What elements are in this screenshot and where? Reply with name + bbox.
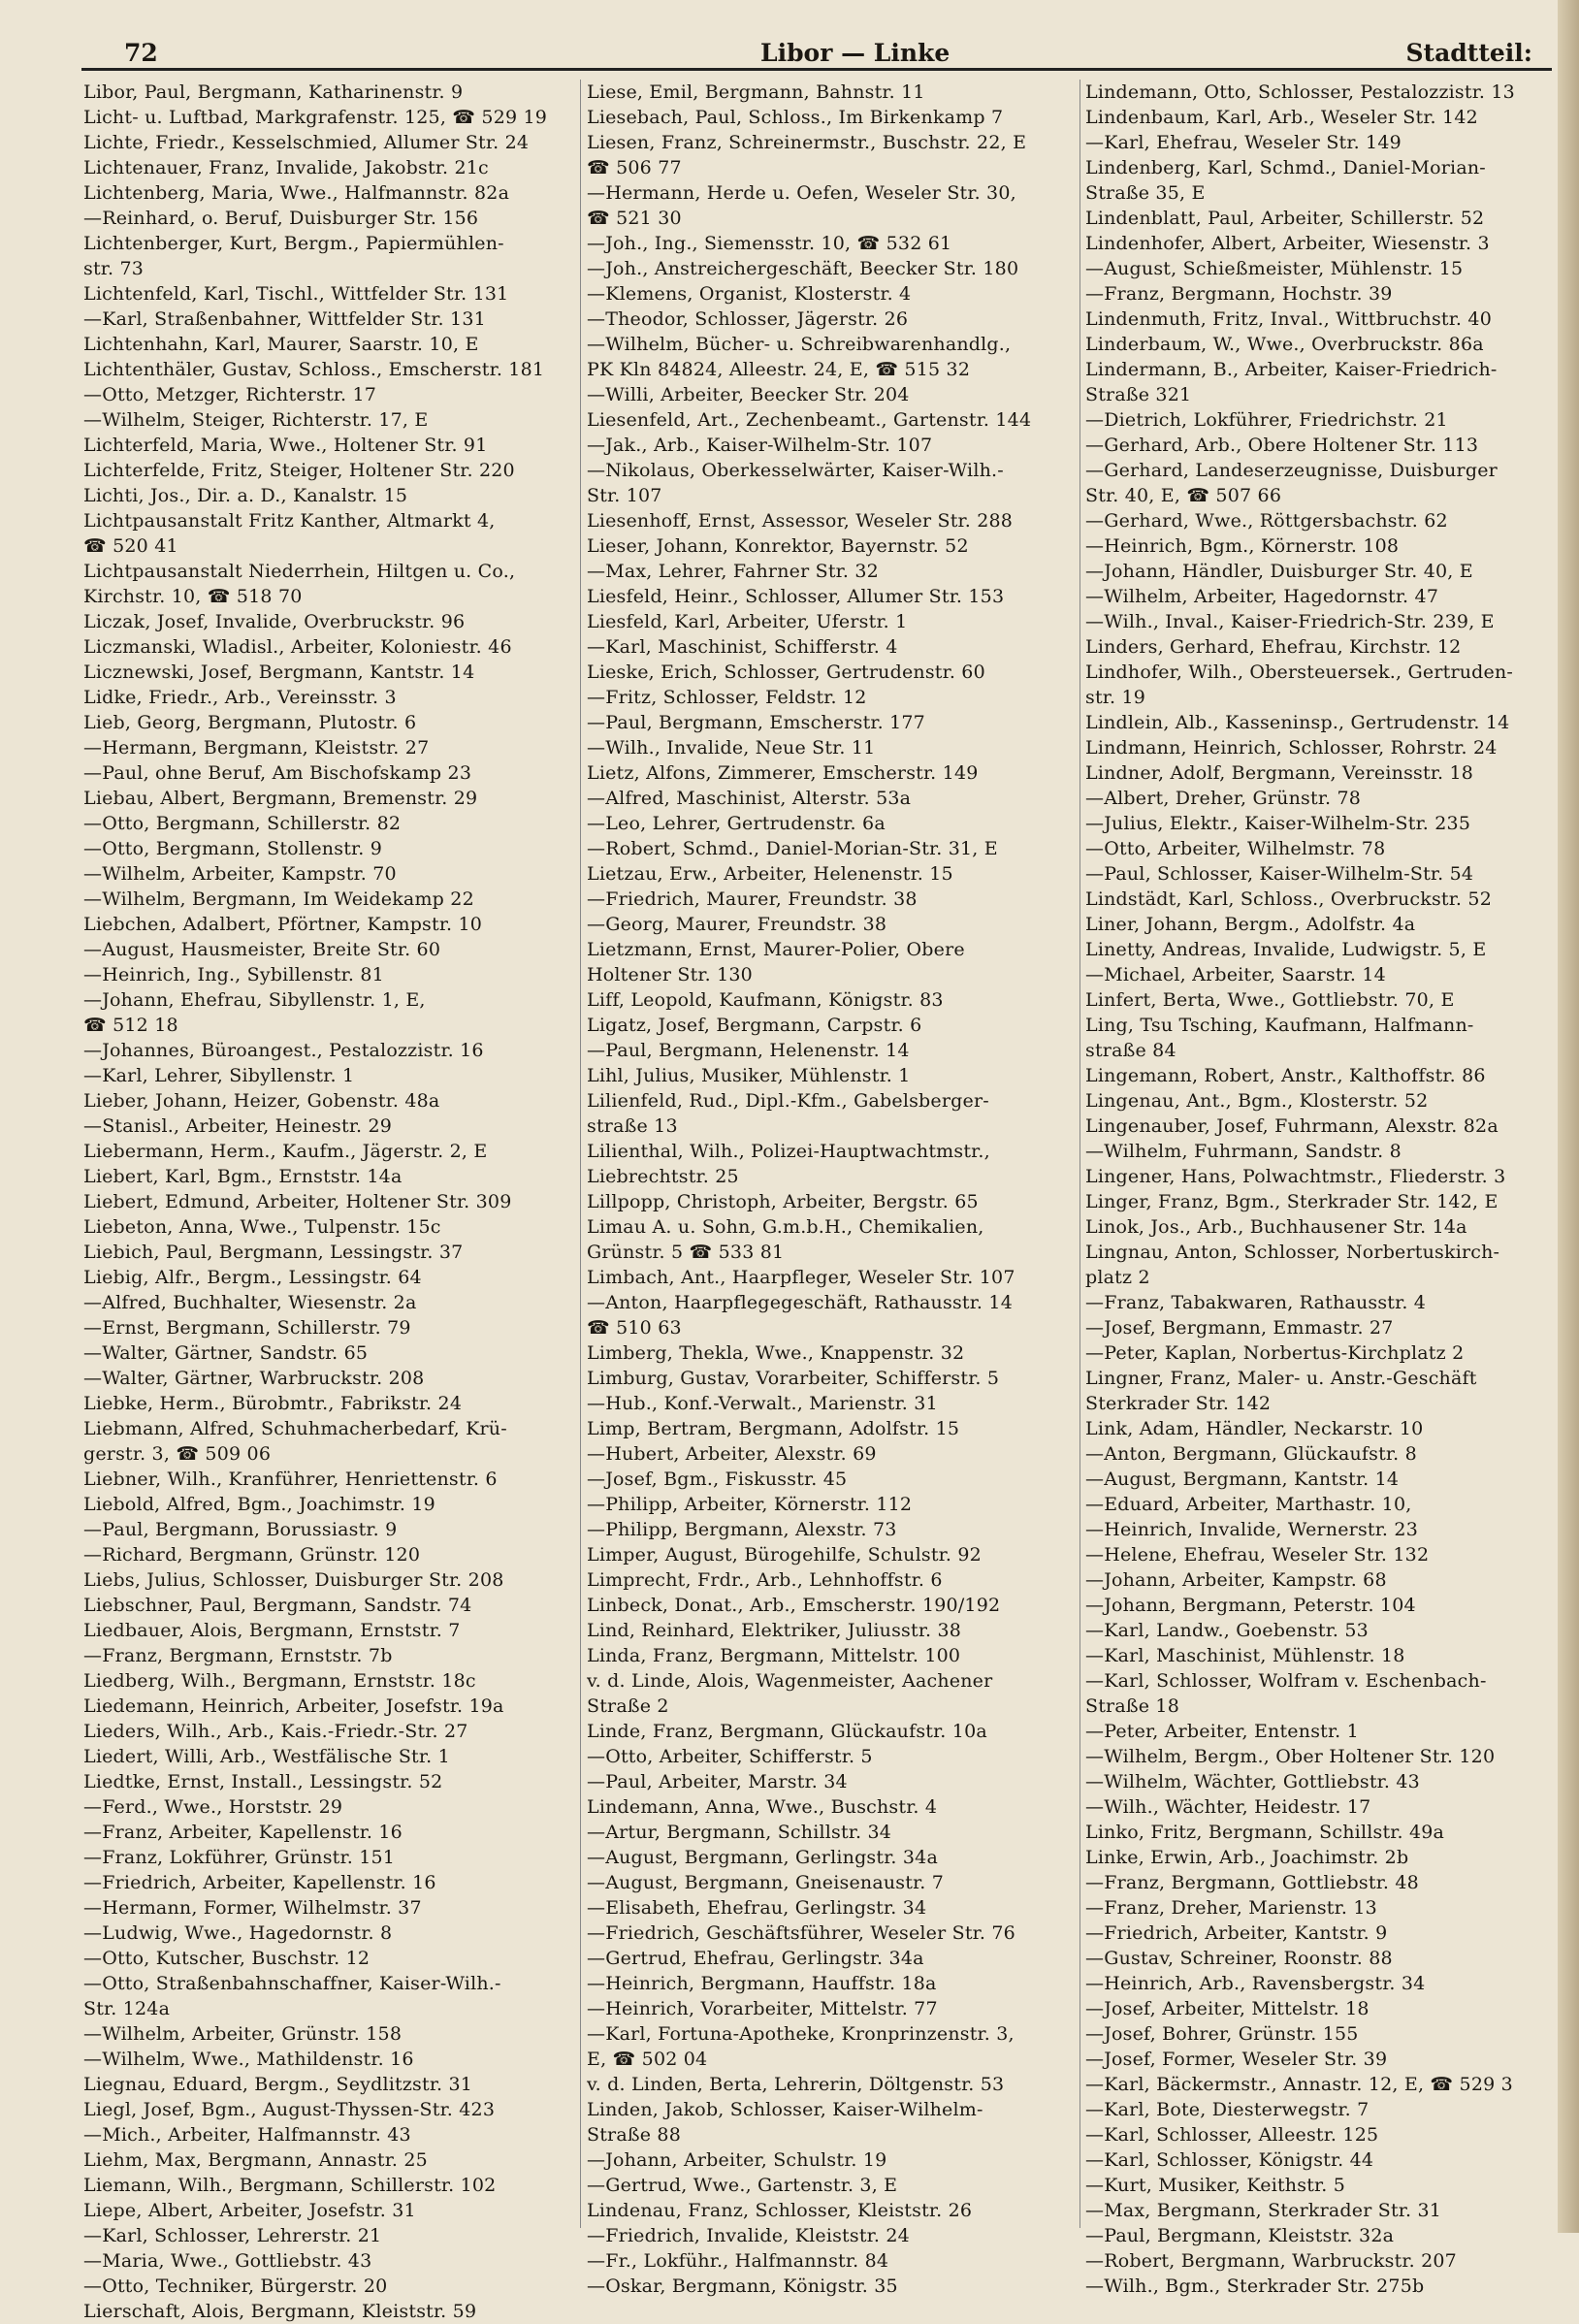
directory-entry-line: Lichtpausanstalt Fritz Kanther, Altmarkt 4, [83, 510, 496, 532]
directory-entry-line: —Karl, Maschinist, Schifferstr. 4 [587, 636, 898, 658]
directory-entry-line: Holtener Str. 130 [587, 964, 753, 985]
directory-entry-line: —Wilhelm, Fuhrmann, Sandstr. 8 [1085, 1141, 1402, 1162]
page-edge [1558, 0, 1579, 2233]
directory-entry-line: Liegl, Josef, Bgm., August-Thyssen-Str. 423 [83, 2099, 496, 2120]
directory-entry-line: —Wilhelm, Bergm., Ober Holtener Str. 120 [1085, 1746, 1496, 1767]
directory-entry-line: Str. 124a [83, 1998, 171, 2019]
directory-entry-line: —Wilh., Bgm., Sterkrader Str. 275b [1085, 2276, 1425, 2297]
directory-entry-line: —Kurt, Musiker, Keithstr. 5 [1085, 2175, 1345, 2196]
directory-entry-line: Limprecht, Frdr., Arb., Lehnhoffstr. 6 [587, 1569, 943, 1591]
directory-entry-line: Liebich, Paul, Bergmann, Lessingstr. 37 [83, 1242, 464, 1263]
directory-entry-line: Linetty, Andreas, Invalide, Ludwigstr. 5, E [1085, 939, 1487, 960]
directory-entry-line: —Josef, Bohrer, Grünstr. 155 [1085, 2023, 1359, 2045]
directory-entry-line: Straße 2 [587, 1695, 669, 1717]
directory-entry-line: —Karl, Bote, Diesterwegstr. 7 [1085, 2099, 1370, 2120]
directory-entry-line: —Karl, Straßenbahner, Wittfelder Str. 131 [83, 308, 486, 330]
directory-entry-line: —Philipp, Bergmann, Alexstr. 73 [587, 1519, 897, 1540]
directory-entry-line: Liebschner, Paul, Bergmann, Sandstr. 74 [83, 1595, 472, 1616]
directory-entry-line: —Karl, Schlosser, Alleestr. 125 [1085, 2124, 1379, 2146]
directory-entry-line: —Heinrich, Bgm., Körnerstr. 108 [1085, 535, 1400, 557]
directory-entry-line: —Hubert, Arbeiter, Alexstr. 69 [587, 1443, 877, 1465]
directory-entry-line: —Otto, Metzger, Richterstr. 17 [83, 384, 377, 405]
directory-entry-line: —Franz, Bergmann, Ernststr. 7b [83, 1645, 393, 1666]
directory-entry-line: Liepe, Albert, Arbeiter, Josefstr. 31 [83, 2200, 416, 2221]
directory-entry-line: ☎ 520 41 [83, 535, 178, 557]
directory-entry-line: —Philipp, Arbeiter, Körnerstr. 112 [587, 1494, 913, 1515]
directory-entry-line: —Walter, Gärtner, Sandstr. 65 [83, 1342, 369, 1364]
directory-entry-line: —Josef, Former, Weseler Str. 39 [1085, 2049, 1388, 2070]
directory-entry-line: Linko, Fritz, Bergmann, Schillstr. 49a [1085, 1822, 1445, 1843]
directory-entry-line: Lichtenhahn, Karl, Maurer, Saarstr. 10, E [83, 334, 479, 355]
directory-entry-line: —Karl, Fortuna-Apotheke, Kronprinzenstr. 3, [587, 2023, 1015, 2045]
directory-entry-line: Limburg, Gustav, Vorarbeiter, Schifferstr. 5 [587, 1368, 1000, 1389]
directory-entry-line: Lichtenberg, Maria, Wwe., Halfmannstr. 82a [83, 182, 510, 204]
directory-entry-line: —Karl, Ehefrau, Weseler Str. 149 [1085, 132, 1402, 153]
directory-entry-line: Lichtenthäler, Gustav, Schloss., Emscherstr. 181 [83, 359, 545, 380]
directory-entry-line: —Gerhard, Arb., Obere Holtener Str. 113 [1085, 435, 1479, 456]
directory-entry-line: Lindenmuth, Fritz, Inval., Wittbruchstr. 40 [1085, 308, 1492, 330]
directory-entry-line: Ligatz, Josef, Bergmann, Carpstr. 6 [587, 1015, 922, 1036]
directory-entry-line: —Wilh., Invalide, Neue Str. 11 [587, 737, 876, 759]
directory-entry-line: —Karl, Schlosser, Königstr. 44 [1085, 2149, 1374, 2171]
directory-entry-line: Limau A. u. Sohn, G.m.b.H., Chemikalien, [587, 1216, 984, 1238]
directory-entry-line: Liczmanski, Wladisl., Arbeiter, Koloniestr. 46 [83, 636, 512, 658]
directory-entry-line: —Johannes, Büroangest., Pestalozzistr. 16 [83, 1040, 484, 1061]
directory-entry-line: —Hermann, Former, Wilhelmstr. 37 [83, 1897, 422, 1919]
directory-entry-line: Lindlein, Alb., Kasseninsp., Gertrudenstr. 14 [1085, 712, 1510, 733]
column-divider [580, 80, 581, 2228]
directory-entry-line: Straße 35, E [1085, 182, 1206, 204]
directory-entry-line: —August, Bergmann, Kantstr. 14 [1085, 1469, 1400, 1490]
directory-entry-line: Liedtke, Ernst, Install., Lessingstr. 52 [83, 1771, 443, 1792]
directory-entry-line: —Karl, Lehrer, Sibyllenstr. 1 [83, 1065, 355, 1086]
directory-entry-line: Link, Adam, Händler, Neckarstr. 10 [1085, 1418, 1424, 1439]
directory-entry-line: —Ludwig, Wwe., Hagedornstr. 8 [83, 1922, 393, 1944]
directory-entry-line: v. d. Linde, Alois, Wagenmeister, Aachener [587, 1670, 993, 1692]
directory-entry-line: Linders, Gerhard, Ehefrau, Kirchstr. 12 [1085, 636, 1462, 658]
directory-entry-line: —Johann, Ehefrau, Sibyllenstr. 1, E, [83, 989, 426, 1011]
directory-entry-line: —Johann, Arbeiter, Schulstr. 19 [587, 2149, 887, 2171]
directory-entry-line: —Dietrich, Lokführer, Friedrichstr. 21 [1085, 409, 1448, 431]
directory-entry-line: —Walter, Gärtner, Warbruckstr. 208 [83, 1368, 425, 1389]
directory-entry-line: —Friedrich, Invalide, Kleiststr. 24 [587, 2225, 910, 2246]
directory-entry-line: —Wilhelm, Wächter, Gottliebstr. 43 [1085, 1771, 1420, 1792]
directory-entry-line: Linke, Erwin, Arb., Joachimstr. 2b [1085, 1847, 1409, 1868]
district-label: Stadtteil: [1405, 39, 1532, 67]
directory-entry-line: ☎ 521 30 [587, 208, 682, 229]
directory-entry-line: —Alfred, Maschinist, Alterstr. 53a [587, 788, 912, 809]
directory-entry-line: —Otto, Arbeiter, Wilhelmstr. 78 [1085, 838, 1386, 859]
directory-entry-line: —Willi, Arbeiter, Beecker Str. 204 [587, 384, 910, 405]
directory-entry-line: Liesfeld, Heinr., Schlosser, Allumer Str. 153 [587, 586, 1005, 607]
directory-entry-line: —Wilh., Inval., Kaiser-Friedrich-Str. 239, E [1085, 611, 1495, 632]
directory-entry-line: Lindemann, Anna, Wwe., Buschstr. 4 [587, 1796, 938, 1818]
directory-entry-line: —Karl, Schlosser, Wolfram v. Eschenbach- [1085, 1670, 1487, 1692]
directory-entry-line: —Julius, Elektr., Kaiser-Wilhelm-Str. 235 [1085, 813, 1471, 834]
directory-entry-line: Lindermann, B., Arbeiter, Kaiser-Friedrich- [1085, 359, 1498, 380]
directory-entry-line: —Gerhard, Landeserzeugnisse, Duisburger [1085, 460, 1498, 481]
directory-entry-line: Lillpopp, Christoph, Arbeiter, Bergstr. 65 [587, 1191, 979, 1212]
directory-entry-line: —Josef, Arbeiter, Mittelstr. 18 [1085, 1998, 1370, 2019]
directory-entry-line: —Michael, Arbeiter, Saarstr. 14 [1085, 964, 1386, 985]
directory-entry-line: Straße 88 [587, 2124, 682, 2146]
directory-entry-line: Limper, August, Bürogehilfe, Schulstr. 92 [587, 1544, 982, 1565]
directory-entry-line: Limberg, Thekla, Wwe., Knappenstr. 32 [587, 1342, 965, 1364]
directory-entry-line: —Hermann, Bergmann, Kleiststr. 27 [83, 737, 430, 759]
directory-entry-line: ☎ 512 18 [83, 1015, 178, 1036]
directory-entry-line: Linbeck, Donat., Arb., Emscherstr. 190/192 [587, 1595, 1001, 1616]
directory-entry-line: Liebner, Wilh., Kranführer, Henriettenstr. 6 [83, 1469, 498, 1490]
directory-entry-line: —Wilhelm, Steiger, Richterstr. 17, E [83, 409, 429, 431]
header-rule [81, 68, 1552, 71]
directory-entry-line: Lichterfeld, Maria, Wwe., Holtener Str. 91 [83, 435, 488, 456]
directory-entry-line: Lichterfelde, Fritz, Steiger, Holtener Str. 220 [83, 460, 515, 481]
directory-entry-line: —Anton, Haarpflegegeschäft, Rathausstr. 14 [587, 1292, 1013, 1313]
directory-entry-line: —Paul, Schlosser, Kaiser-Wilhelm-Str. 54 [1085, 863, 1474, 885]
directory-entry-line: Lindenau, Franz, Schlosser, Kleiststr. 26 [587, 2200, 973, 2221]
directory-entry-line: —Anton, Bergmann, Glückaufstr. 8 [1085, 1443, 1417, 1465]
directory-entry-line: Grünstr. 5 ☎ 533 81 [587, 1242, 785, 1263]
directory-entry-line: —Joh., Ing., Siemensstr. 10, ☎ 532 61 [587, 233, 952, 254]
directory-entry-line: —Gertrud, Ehefrau, Gerlingstr. 34a [587, 1948, 924, 1969]
directory-entry-line: Lindstädt, Karl, Schloss., Overbruckstr. 52 [1085, 888, 1492, 910]
directory-entry-line: —Elisabeth, Ehefrau, Gerlingstr. 34 [587, 1897, 927, 1919]
directory-entry-line: —Alfred, Buchhalter, Wiesenstr. 2a [83, 1292, 417, 1313]
directory-entry-line: Linda, Franz, Bergmann, Mittelstr. 100 [587, 1645, 961, 1666]
directory-entry-line: Straße 18 [1085, 1695, 1180, 1717]
directory-entry-line: —August, Schießmeister, Mühlenstr. 15 [1085, 258, 1464, 279]
directory-entry-line: —Wilhelm, Wwe., Mathildenstr. 16 [83, 2049, 414, 2070]
directory-entry-line: Lindmann, Heinrich, Schlosser, Rohrstr. 24 [1085, 737, 1498, 759]
directory-entry-line: Lieb, Georg, Bergmann, Plutostr. 6 [83, 712, 417, 733]
directory-entry-line: Lingenau, Ant., Bgm., Klosterstr. 52 [1085, 1090, 1429, 1112]
directory-entry-line: —Josef, Bergmann, Emmastr. 27 [1085, 1317, 1394, 1339]
directory-entry-line: Lichtpausanstalt Niederrhein, Hiltgen u. Co., [83, 561, 516, 582]
directory-entry-line: Liehm, Max, Bergmann, Annastr. 25 [83, 2149, 428, 2171]
directory-entry-line: Lilienthal, Wilh., Polizei-Hauptwachtmstr., [587, 1141, 990, 1162]
directory-entry-line: —Helene, Ehefrau, Weseler Str. 132 [1085, 1544, 1430, 1565]
directory-entry-line: —Robert, Schmd., Daniel-Morian-Str. 31, E [587, 838, 998, 859]
directory-entry-line: Lieser, Johann, Konrektor, Bayernstr. 52 [587, 535, 969, 557]
directory-entry-line: —Heinrich, Vorarbeiter, Mittelstr. 77 [587, 1998, 938, 2019]
directory-entry-line: —Georg, Maurer, Freundstr. 38 [587, 914, 887, 935]
directory-entry-line: Linfert, Berta, Wwe., Gottliebstr. 70, E [1085, 989, 1455, 1011]
directory-entry-line: —Hermann, Herde u. Oefen, Weseler Str. 30, [587, 182, 1016, 204]
directory-entry-line: Lingemann, Robert, Anstr., Kalthoffstr. 86 [1085, 1065, 1486, 1086]
directory-entry-line: Lindenhofer, Albert, Arbeiter, Wiesenstr. 3 [1085, 233, 1490, 254]
directory-entry-line: —Johann, Arbeiter, Kampstr. 68 [1085, 1569, 1387, 1591]
directory-entry-line: E, ☎ 502 04 [587, 2049, 708, 2070]
directory-entry-line: —Wilhelm, Arbeiter, Kampstr. 70 [83, 863, 397, 885]
directory-entry-line: —Heinrich, Arb., Ravensbergstr. 34 [1085, 1973, 1426, 1994]
directory-entry-line: Liebke, Herm., Bürobmtr., Fabrikstr. 24 [83, 1393, 463, 1414]
directory-entry-line: Sterkrader Str. 142 [1085, 1393, 1272, 1414]
directory-entry-line: —Paul, Bergmann, Emscherstr. 177 [587, 712, 925, 733]
directory-entry-line: —August, Bergmann, Gerlingstr. 34a [587, 1847, 938, 1868]
directory-entry-line: —Hub., Konf.-Verwalt., Marienstr. 31 [587, 1393, 938, 1414]
column-3 [1085, 80, 1543, 2297]
directory-entry-line: —Otto, Bergmann, Stollenstr. 9 [83, 838, 382, 859]
directory-entry-line: Linderbaum, W., Wwe., Overbruckstr. 86a [1085, 334, 1484, 355]
directory-entry-line: —Johann, Händler, Duisburger Str. 40, E [1085, 561, 1473, 582]
directory-entry-line: PK Kln 84824, Alleestr. 24, E, ☎ 515 32 [587, 359, 971, 380]
directory-entry-line: —Oskar, Bergmann, Königstr. 35 [587, 2276, 898, 2297]
directory-entry-line: Liedberg, Wilh., Bergmann, Ernststr. 18c [83, 1670, 476, 1692]
directory-entry-line: Lieber, Johann, Heizer, Gobenstr. 48a [83, 1090, 440, 1112]
directory-entry-line: —Fr., Lokführ., Halfmannstr. 84 [587, 2250, 889, 2272]
directory-entry-line: Lilienfeld, Rud., Dipl.-Kfm., Gabelsberger- [587, 1090, 989, 1112]
directory-entry-line: —Mich., Arbeiter, Halfmannstr. 43 [83, 2124, 411, 2146]
directory-entry-line: Lingener, Hans, Polwachtmstr., Fliederstr. 3 [1085, 1166, 1506, 1187]
directory-entry-line: Liedbauer, Alois, Bergmann, Ernststr. 7 [83, 1620, 461, 1641]
directory-entry-line: Liemann, Wilh., Bergmann, Schillerstr. 102 [83, 2175, 497, 2196]
directory-entry-line: Lieders, Wilh., Arb., Kais.-Friedr.-Str. 27 [83, 1721, 468, 1742]
directory-entry-line: Licznewski, Josef, Bergmann, Kantstr. 14 [83, 662, 475, 683]
directory-entry-line: Liebert, Karl, Bgm., Ernststr. 14a [83, 1166, 403, 1187]
directory-entry-line: ☎ 510 63 [587, 1317, 682, 1339]
directory-entry-line: —Peter, Arbeiter, Entenstr. 1 [1085, 1721, 1359, 1742]
directory-entry-line: —Otto, Arbeiter, Schifferstr. 5 [587, 1746, 873, 1767]
directory-entry-line: Liesenhoff, Ernst, Assessor, Weseler Str. 288 [587, 510, 1014, 532]
directory-entry-line: Linger, Franz, Bgm., Sterkrader Str. 142, E [1085, 1191, 1498, 1212]
directory-entry-line: Liebig, Alfr., Bergm., Lessingstr. 64 [83, 1267, 422, 1288]
directory-entry-line: str. 19 [1085, 687, 1146, 708]
directory-entry-line: Lingnau, Anton, Schlosser, Norbertuskirch- [1085, 1242, 1500, 1263]
directory-entry-line: —Peter, Kaplan, Norbertus-Kirchplatz 2 [1085, 1342, 1465, 1364]
directory-entry-line: Lind, Reinhard, Elektriker, Juliusstr. 38 [587, 1620, 962, 1641]
directory-entry-line: Libor, Paul, Bergmann, Katharinenstr. 9 [83, 81, 464, 103]
directory-entry-line: Lindenblatt, Paul, Arbeiter, Schillerstr. 52 [1085, 208, 1485, 229]
directory-entry-line: Licht- u. Luftbad, Markgrafenstr. 125, ☎ 529 19 [83, 107, 548, 128]
directory-entry-line: Lindner, Adolf, Bergmann, Vereinsstr. 18 [1085, 762, 1474, 784]
directory-entry-line: —Richard, Bergmann, Grünstr. 120 [83, 1544, 421, 1565]
directory-entry-line: Liebchen, Adalbert, Pförtner, Kampstr. 10 [83, 914, 483, 935]
directory-entry-line: Limbach, Ant., Haarpfleger, Weseler Str. 107 [587, 1267, 1015, 1288]
directory-entry-line: Liff, Leopold, Kaufmann, Königstr. 83 [587, 989, 944, 1011]
directory-entry-line: Liedert, Willi, Arb., Westfälische Str. 1 [83, 1746, 450, 1767]
directory-entry-line: —August, Hausmeister, Breite Str. 60 [83, 939, 441, 960]
directory-entry-line: —Otto, Straßenbahnschaffner, Kaiser-Wilh.- [83, 1973, 501, 1994]
directory-entry-line: —Eduard, Arbeiter, Marthastr. 10, [1085, 1494, 1412, 1515]
directory-entry-line: Lihl, Julius, Musiker, Mühlenstr. 1 [587, 1065, 911, 1086]
directory-entry-line: —Max, Bergmann, Sterkrader Str. 31 [1085, 2200, 1442, 2221]
directory-entry-line: —Friedrich, Maurer, Freundstr. 38 [587, 888, 918, 910]
directory-entry-line: —Gustav, Schreiner, Roonstr. 88 [1085, 1948, 1393, 1969]
directory-entry-line: —Klemens, Organist, Klosterstr. 4 [587, 283, 912, 305]
directory-entry-line: Liesen, Franz, Schreinermstr., Buschstr. 22, E [587, 132, 1027, 153]
directory-entry-line: —Otto, Kutscher, Buschstr. 12 [83, 1948, 371, 1969]
page-number: 72 [124, 39, 158, 67]
directory-entry-line: Liebmann, Alfred, Schuhmacherbedarf, Krü- [83, 1418, 507, 1439]
directory-entry-line: Lindenbaum, Karl, Arb., Weseler Str. 142 [1085, 107, 1478, 128]
directory-entry-line: —Josef, Bgm., Fiskusstr. 45 [587, 1469, 848, 1490]
directory-entry-line: Lindemann, Otto, Schlosser, Pestalozzistr. 13 [1085, 81, 1515, 103]
directory-entry-line: Lidke, Friedr., Arb., Vereinsstr. 3 [83, 687, 397, 708]
directory-entry-line: Lingner, Franz, Maler- u. Anstr.-Geschäft [1085, 1368, 1477, 1389]
directory-entry-line: Liebau, Albert, Bergmann, Bremenstr. 29 [83, 788, 478, 809]
directory-entry-line: —Otto, Techniker, Bürgerstr. 20 [83, 2276, 388, 2297]
directory-entry-line: —Franz, Lokführer, Grünstr. 151 [83, 1847, 396, 1868]
directory-entry-line: gerstr. 3, ☎ 509 06 [83, 1443, 272, 1465]
directory-entry-line: —Wilh., Wächter, Heidestr. 17 [1085, 1796, 1371, 1818]
directory-entry-line: str. 73 [83, 258, 145, 279]
directory-entry-line: —Franz, Bergmann, Hochstr. 39 [1085, 283, 1393, 305]
directory-entry-line: —Karl, Bäckermstr., Annastr. 12, E, ☎ 529 3 [1085, 2074, 1513, 2095]
directory-entry-line: —Karl, Schlosser, Lehrerstr. 21 [83, 2225, 382, 2246]
directory-entry-line: Lichtenberger, Kurt, Bergm., Papiermühlen- [83, 233, 504, 254]
directory-entry-line: Str. 107 [587, 485, 662, 506]
directory-entry-line: Lindenberg, Karl, Schmd., Daniel-Morian- [1085, 157, 1486, 178]
directory-entry-line: Lietzmann, Ernst, Maurer-Polier, Obere [587, 939, 965, 960]
directory-entry-line: —Artur, Bergmann, Schillstr. 34 [587, 1822, 892, 1843]
directory-entry-line: Ling, Tsu Tsching, Kaufmann, Halfmann- [1085, 1015, 1474, 1036]
directory-entry-line: —Fritz, Schlosser, Feldstr. 12 [587, 687, 867, 708]
directory-entry-line: —Paul, Bergmann, Borussiastr. 9 [83, 1519, 398, 1540]
directory-entry-line: Liebrechtstr. 25 [587, 1166, 739, 1187]
directory-entry-line: —Wilhelm, Bergmann, Im Weidekamp 22 [83, 888, 474, 910]
directory-entry-line: Liedemann, Heinrich, Arbeiter, Josefstr. 19a [83, 1695, 504, 1717]
directory-entry-line: —Paul, Bergmann, Kleiststr. 32a [1085, 2225, 1395, 2246]
directory-entry-line: Liebs, Julius, Schlosser, Duisburger Str. 208 [83, 1569, 504, 1591]
directory-entry-line: Lietz, Alfons, Zimmerer, Emscherstr. 149 [587, 762, 979, 784]
directory-entry-line: Liesenfeld, Art., Zechenbeamt., Gartenstr. 144 [587, 409, 1032, 431]
directory-entry-line: Liebert, Edmund, Arbeiter, Holtener Str. 309 [83, 1191, 512, 1212]
directory-entry-line: —Leo, Lehrer, Gertrudenstr. 6a [587, 813, 886, 834]
directory-entry-line: —Robert, Bergmann, Warbruckstr. 207 [1085, 2250, 1457, 2272]
directory-entry-line: Lietzau, Erw., Arbeiter, Helenenstr. 15 [587, 863, 953, 885]
directory-entry-line: —Franz, Tabakwaren, Rathausstr. 4 [1085, 1292, 1427, 1313]
directory-entry-line: —Wilhelm, Arbeiter, Grünstr. 158 [83, 2023, 403, 2045]
directory-entry-line: Lindhofer, Wilh., Obersteuersek., Gertruden- [1085, 662, 1514, 683]
directory-entry-line: —Max, Lehrer, Fahrner Str. 32 [587, 561, 879, 582]
directory-entry-line: —Nikolaus, Oberkesselwärter, Kaiser-Wilh.- [587, 460, 1004, 481]
directory-entry-line: —Franz, Dreher, Marienstr. 13 [1085, 1897, 1377, 1919]
directory-entry-line: —Ernst, Bergmann, Schillerstr. 79 [83, 1317, 411, 1339]
directory-entry-line: —Gertrud, Wwe., Gartenstr. 3, E [587, 2175, 898, 2196]
directory-entry-line: platz 2 [1085, 1267, 1150, 1288]
directory-entry-line: —Maria, Wwe., Gottliebstr. 43 [83, 2250, 372, 2272]
column-2 [587, 80, 1077, 2297]
directory-entry-line: —Joh., Anstreichergeschäft, Beecker Str. 180 [587, 258, 1019, 279]
directory-entry-line: ☎ 506 77 [587, 157, 682, 178]
directory-entry-line: Straße 321 [1085, 384, 1192, 405]
directory-entry-line: Liebold, Alfred, Bgm., Joachimstr. 19 [83, 1494, 435, 1515]
directory-entry-line: Liebermann, Herm., Kaufm., Jägerstr. 2, E [83, 1141, 488, 1162]
directory-entry-line: Limp, Bertram, Bergmann, Adolfstr. 15 [587, 1418, 960, 1439]
directory-entry-line: —Franz, Arbeiter, Kapellenstr. 16 [83, 1822, 403, 1843]
directory-entry-line: Linde, Franz, Bergmann, Glückaufstr. 10a [587, 1721, 987, 1742]
directory-entry-line: Linok, Jos., Arb., Buchhausener Str. 14a [1085, 1216, 1467, 1238]
directory-entry-line: —Otto, Bergmann, Schillerstr. 82 [83, 813, 402, 834]
directory-entry-line: —Paul, Arbeiter, Marstr. 34 [587, 1771, 848, 1792]
directory-entry-line: —Heinrich, Invalide, Wernerstr. 23 [1085, 1519, 1418, 1540]
directory-entry-line: Lieske, Erich, Schlosser, Gertrudenstr. 60 [587, 662, 985, 683]
directory-entry-line: —Johann, Bergmann, Peterstr. 104 [1085, 1595, 1416, 1616]
directory-entry-line: —Paul, Bergmann, Helenenstr. 14 [587, 1040, 910, 1061]
column-1 [83, 80, 574, 2322]
directory-entry-line: Liebeton, Anna, Wwe., Tulpenstr. 15c [83, 1216, 441, 1238]
directory-entry-line: Str. 40, E, ☎ 507 66 [1085, 485, 1282, 506]
directory-entry-line: v. d. Linden, Berta, Lehrerin, Döltgenstr. 53 [587, 2074, 1005, 2095]
page-title: Libor — Linke [760, 39, 951, 67]
directory-entry-line: —August, Bergmann, Gneisenaustr. 7 [587, 1872, 945, 1893]
directory-entry-line: Liese, Emil, Bergmann, Bahnstr. 11 [587, 81, 925, 103]
directory-entry-line: Lichti, Jos., Dir. a. D., Kanalstr. 15 [83, 485, 408, 506]
directory-entry-line: —Albert, Dreher, Grünstr. 78 [1085, 788, 1362, 809]
directory-entry-line: —Ferd., Wwe., Horststr. 29 [83, 1796, 343, 1818]
directory-entry-line: —Heinrich, Bergmann, Hauffstr. 18a [587, 1973, 937, 1994]
directory-entry-line: Liesfeld, Karl, Arbeiter, Uferstr. 1 [587, 611, 908, 632]
directory-entry-line: —Jak., Arb., Kaiser-Wilhelm-Str. 107 [587, 435, 933, 456]
directory-entry-line: straße 13 [587, 1115, 678, 1137]
directory-entry-line: Liner, Johann, Bergm., Adolfstr. 4a [1085, 914, 1416, 935]
directory-entry-line: Liegnau, Eduard, Bergm., Seydlitzstr. 31 [83, 2074, 473, 2095]
directory-entry-line: Lierschaft, Alois, Bergmann, Kleiststr. 59 [83, 2301, 477, 2322]
directory-entry-line: —Wilhelm, Bücher- u. Schreibwarenhandlg., [587, 334, 1012, 355]
directory-entry-line: Lichte, Friedr., Kesselschmied, Allumer Str. 24 [83, 132, 530, 153]
directory-entry-line: —Friedrich, Arbeiter, Kapellenstr. 16 [83, 1872, 436, 1893]
directory-entry-line: —Franz, Bergmann, Gottliebstr. 48 [1085, 1872, 1419, 1893]
directory-entry-line: —Heinrich, Ing., Sybillenstr. 81 [83, 964, 384, 985]
directory-entry-line: Lingenauber, Josef, Fuhrmann, Alexstr. 82a [1085, 1115, 1498, 1137]
directory-entry-line: —Wilhelm, Arbeiter, Hagedornstr. 47 [1085, 586, 1439, 607]
directory-entry-line: Lichtenfeld, Karl, Tischl., Wittfelder Str. 131 [83, 283, 509, 305]
directory-entry-line: Liczak, Josef, Invalide, Overbruckstr. 96 [83, 611, 466, 632]
directory-entry-line: —Paul, ohne Beruf, Am Bischofskamp 23 [83, 762, 472, 784]
directory-entry-line: —Reinhard, o. Beruf, Duisburger Str. 156 [83, 208, 479, 229]
directory-entry-line: Lichtenauer, Franz, Invalide, Jakobstr. 21c [83, 157, 489, 178]
directory-entry-line: —Gerhard, Wwe., Röttgersbachstr. 62 [1085, 510, 1448, 532]
directory-entry-line: —Karl, Maschinist, Mühlenstr. 18 [1085, 1645, 1405, 1666]
directory-entry-line: —Theodor, Schlosser, Jägerstr. 26 [587, 308, 909, 330]
directory-entry-line: Liesebach, Paul, Schloss., Im Birkenkamp 7 [587, 107, 1004, 128]
directory-entry-line: Kirchstr. 10, ☎ 518 70 [83, 586, 303, 607]
directory-entry-line: —Friedrich, Geschäftsführer, Weseler Str. 76 [587, 1922, 1015, 1944]
directory-entry-line: Linden, Jakob, Schlosser, Kaiser-Wilhelm- [587, 2099, 983, 2120]
directory-entry-line: straße 84 [1085, 1040, 1176, 1061]
directory-entry-line: —Friedrich, Arbeiter, Kantstr. 9 [1085, 1922, 1388, 1944]
directory-entry-line: —Stanisl., Arbeiter, Heinestr. 29 [83, 1115, 393, 1137]
directory-entry-line: —Karl, Landw., Goebenstr. 53 [1085, 1620, 1369, 1641]
